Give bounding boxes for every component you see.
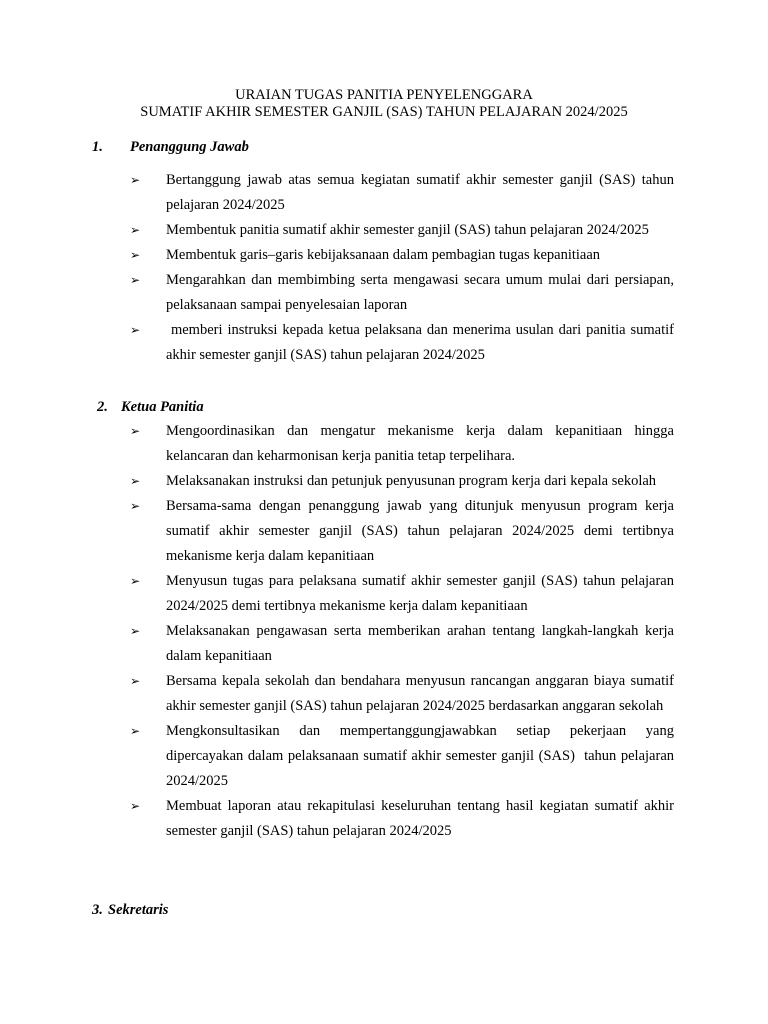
list-item-text: Bersama-sama dengan penanggung jawab yang ditunjuk menyusun program kerja sumatif akhir semester ganjil (SAS) tahun pelajaran 2024/2025 demi tertibnya mekanisme kerja dalam kepanitiaan [166,498,674,564]
section-1-title: Penanggung Jawab [130,139,249,155]
arrowhead-bullet-icon: ➢ [130,674,141,688]
arrowhead-bullet-icon: ➢ [130,624,141,638]
arrowhead-bullet-icon: ➢ [130,474,141,488]
list-item-text: Melaksanakan pengawasan serta memberikan arahan tentang langkah-langkah kerja dalam kepanitiaan [166,623,674,664]
list-item-text: Melaksanakan instruksi dan petunjuk penyusunan program kerja dari kepala sekolah [166,473,657,489]
arrowhead-bullet-icon: ➢ [130,273,141,287]
list-item [130,168,674,218]
list-item-text: Membentuk garis–garis kebijaksanaan dalam pembagian tugas kepanitiaan [166,247,601,263]
list-item [130,243,674,268]
arrowhead-bullet-icon: ➢ [130,574,141,588]
list-item [130,719,678,794]
list-item [130,619,674,669]
section-1-list [130,168,678,368]
section-2-list [130,419,678,844]
document-title-line-1: URAIAN TUGAS PANITIA PENYELENGGARA [235,87,533,103]
section-3-number: 3. [92,902,103,918]
arrowhead-bullet-icon: ➢ [130,223,141,237]
list-item-text: Membuat laporan atau rekapitulasi keseluruhan tentang hasil kegiatan sumatif akhir semester ganjil (SAS) tahun pelajaran 2024/2025 [166,798,674,839]
list-item [130,469,674,494]
list-item [130,494,674,569]
list-item-text: Mengkonsultasikan dan mempertanggungjawabkan setiap pekerjaan yang dipercayakan dalam pelaksanaan sumatif akhir semester ganjil (SAS) tahun pelajaran 2024/2025 [166,723,678,789]
arrowhead-bullet-icon: ➢ [130,173,141,187]
section-3-heading [92,901,168,919]
list-item [130,218,674,243]
arrowhead-bullet-icon: ➢ [130,424,141,438]
arrowhead-bullet-icon: ➢ [130,799,141,813]
list-item-text: Menyusun tugas para pelaksana sumatif akhir semester ganjil (SAS) tahun pelajaran 2024/2025 demi tertibnya mekanisme kerja dalam kepanitiaan [166,573,674,614]
list-item [130,669,674,719]
section-2-title: Ketua Panitia [121,399,204,415]
list-item-text: memberi instruksi kepada ketua pelaksana dan menerima usulan dari panitia sumatif akhir semester ganjil (SAS) tahun pelajaran 2024/2025 [166,322,678,363]
arrowhead-bullet-icon: ➢ [130,724,141,738]
list-item-text: Membentuk panitia sumatif akhir semester ganjil (SAS) tahun pelajaran 2024/2025 [166,222,649,238]
arrowhead-bullet-icon: ➢ [130,248,141,262]
arrowhead-bullet-icon: ➢ [130,499,141,513]
arrowhead-bullet-icon: ➢ [130,323,141,337]
list-item [130,318,678,368]
list-item-text: Bersama kepala sekolah dan bendahara menyusun rancangan anggaran biaya sumatif akhir semester ganjil (SAS) tahun pelajaran 2024/2025 berdasarkan anggaran sekolah [166,673,674,714]
list-item-text: Mengoordinasikan dan mengatur mekanisme kerja dalam kepanitiaan hingga kelancaran dan keharmonisan kerja panitia tetap terpelihara. [166,423,674,464]
section-2-heading [97,398,204,416]
list-item [130,569,674,619]
list-item [130,419,674,469]
list-item-text: Bertanggung jawab atas semua kegiatan sumatif akhir semester ganjil (SAS) tahun pelajaran 2024/2025 [166,172,674,213]
list-item [130,268,674,318]
document-title-line-2: SUMATIF AKHIR SEMESTER GANJIL (SAS) TAHUN PELAJARAN 2024/2025 [140,104,628,120]
list-item-text: Mengarahkan dan membimbing serta mengawasi secara umum mulai dari persiapan, pelaksanaan sampai penyelesaian laporan [166,272,674,313]
section-1-number: 1. [92,139,103,155]
list-item [130,794,674,844]
section-1-heading [92,138,249,156]
section-3-title: Sekretaris [108,902,169,918]
section-2-number: 2. [97,399,108,415]
